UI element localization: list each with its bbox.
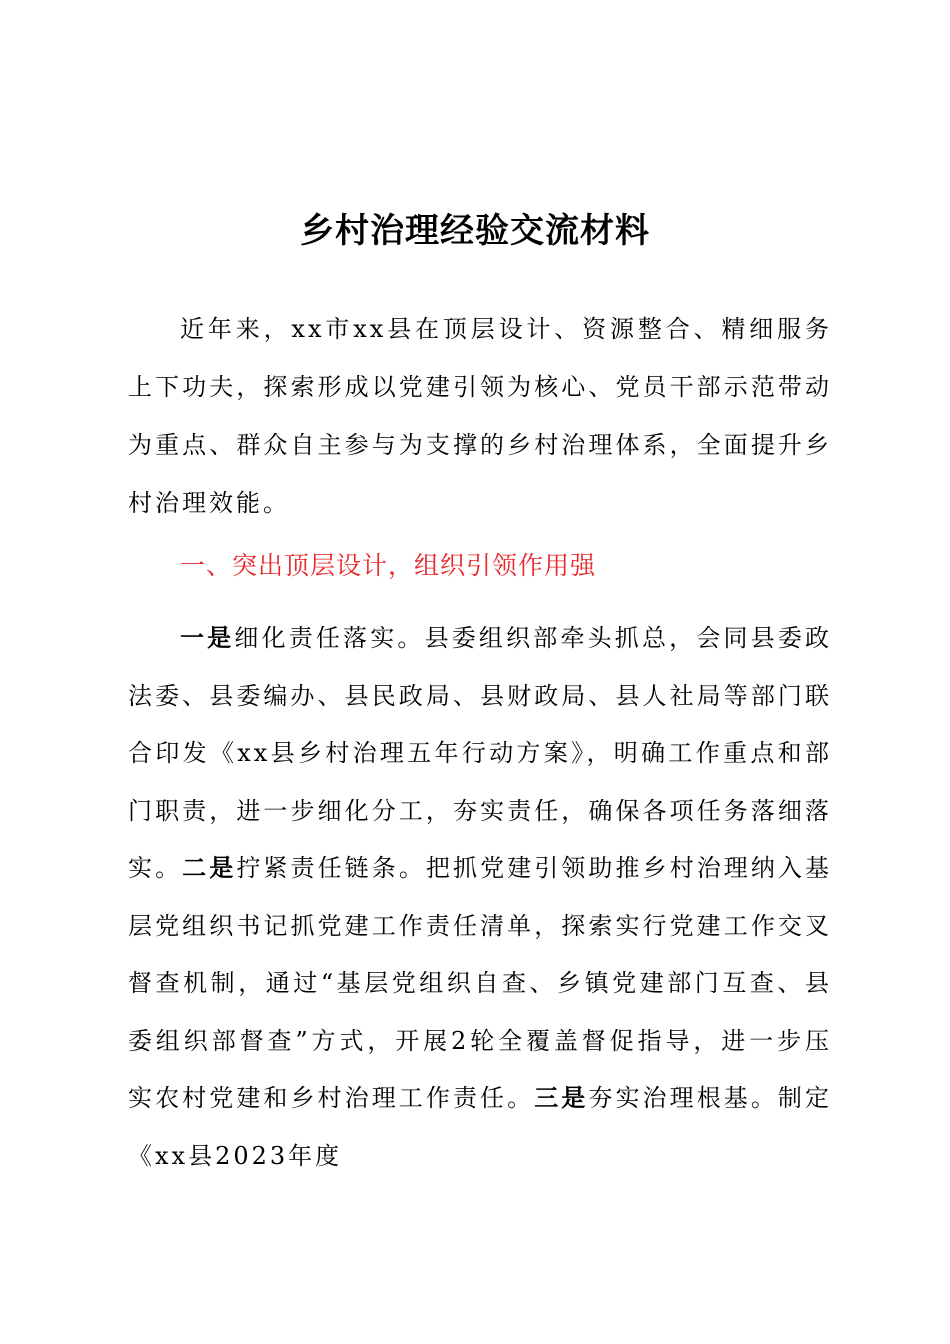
point-text: 拧紧责任链条。把抓党建引领助推乡村治理纳入基层党组织书记抓党建工作责任清单，探索实行党建工作交叉督查机制，通过“基层党组织自查、乡镇党建部门互查、县委组织部督查”方式，开展2轮全覆盖督促指导，进一步压实农村党建和乡村治理工作责任。 [128, 854, 833, 1112]
section-paragraph [128, 610, 832, 1185]
point-text: 细化责任落实。县委组织部牵头抓总，会同县委政法委、县委编办、县民政局、县财政局、县人社局等部门联合印发《xx县乡村治理五年行动方案》，明确工作重点和部门职责，进一步细化分工，夯实责任，确保各项任务落细落实。 [128, 624, 833, 882]
point-lead: 二是 [182, 854, 237, 882]
point-lead: 一是 [180, 624, 235, 652]
section-heading: 一、突出顶层设计，组织引领作用强 [180, 551, 597, 580]
point-text: 夯实治理根基。制定《xx县2023年度 [128, 1084, 833, 1170]
point-lead: 三是 [534, 1084, 589, 1112]
document-title: 乡村治理经验交流材料 [300, 211, 650, 251]
intro-paragraph: 近年来，xx市xx县在顶层设计、资源整合、精细服务上下功夫，探索形成以党建引领为核心、党员干部示范带动为重点、群众自主参与为支撑的乡村治理体系，全面提升乡村治理效能。 [128, 315, 832, 517]
